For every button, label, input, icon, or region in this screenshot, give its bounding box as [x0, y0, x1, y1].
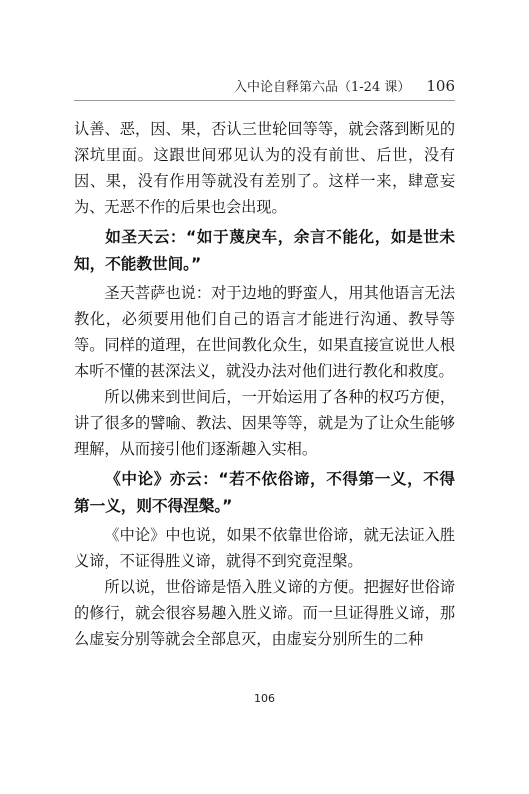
paragraph-continuation: 认善、恶，因、果，否认三世轮回等等，就会落到断见的深坑里面。这跟世间邪见认为的没有前世、后世，没有因、果，没有作用等就没有差别了。这样一来，肆意妄为、无恶不作的后果也会出现。 [74, 120, 455, 216]
quote-madhyamaka: 《中论》亦云：“若不依俗谛，不得第一义，不得第一义，则不得涅槃。” [74, 470, 455, 515]
running-title: 入中论自释第六品（1-24 课） [234, 80, 411, 95]
paragraph-commentary-madhyamaka: 《中论》中也说，如果不依靠世俗谛，就无法证入胜义谛，不证得胜义谛，就得不到究竟涅槃。 [74, 526, 455, 570]
footer-page-number: 106 [254, 692, 275, 705]
paragraph-skillful-means: 所以佛来到世间后，一开始运用了各种的权巧方便，讲了很多的譬喻、教法、因果等等，就是为了让众生能够理解，从而接引他们逐渐趣入实相。 [74, 388, 455, 458]
page-body [74, 116, 455, 652]
paragraph-conventional-truth: 所以说，世俗谛是悟入胜义谛的方便。把握好世俗谛的修行，就会很容易趣入胜义谛。而一旦证得胜义谛，那么虚妄分别等就会全部息灭，由虚妄分别所生的二种 [74, 578, 455, 648]
header-page-number: 106 [426, 77, 455, 95]
paragraph-commentary-aryadeva: 圣天菩萨也说：对于边地的野蛮人，用其他语言无法教化，必须要用他们自己的语言才能进行沟通、教导等等。同样的道理，在世间教化众生，如果直接宣说世人根本听不懂的甚深法义，就没办法对他们进行教化和救度。 [74, 284, 455, 380]
header-rule [74, 100, 455, 101]
quote-aryadeva: 如圣天云：“如于蔑戾车，余言不能化，如是世未知，不能教世间。” [74, 228, 455, 273]
running-header [234, 76, 455, 95]
